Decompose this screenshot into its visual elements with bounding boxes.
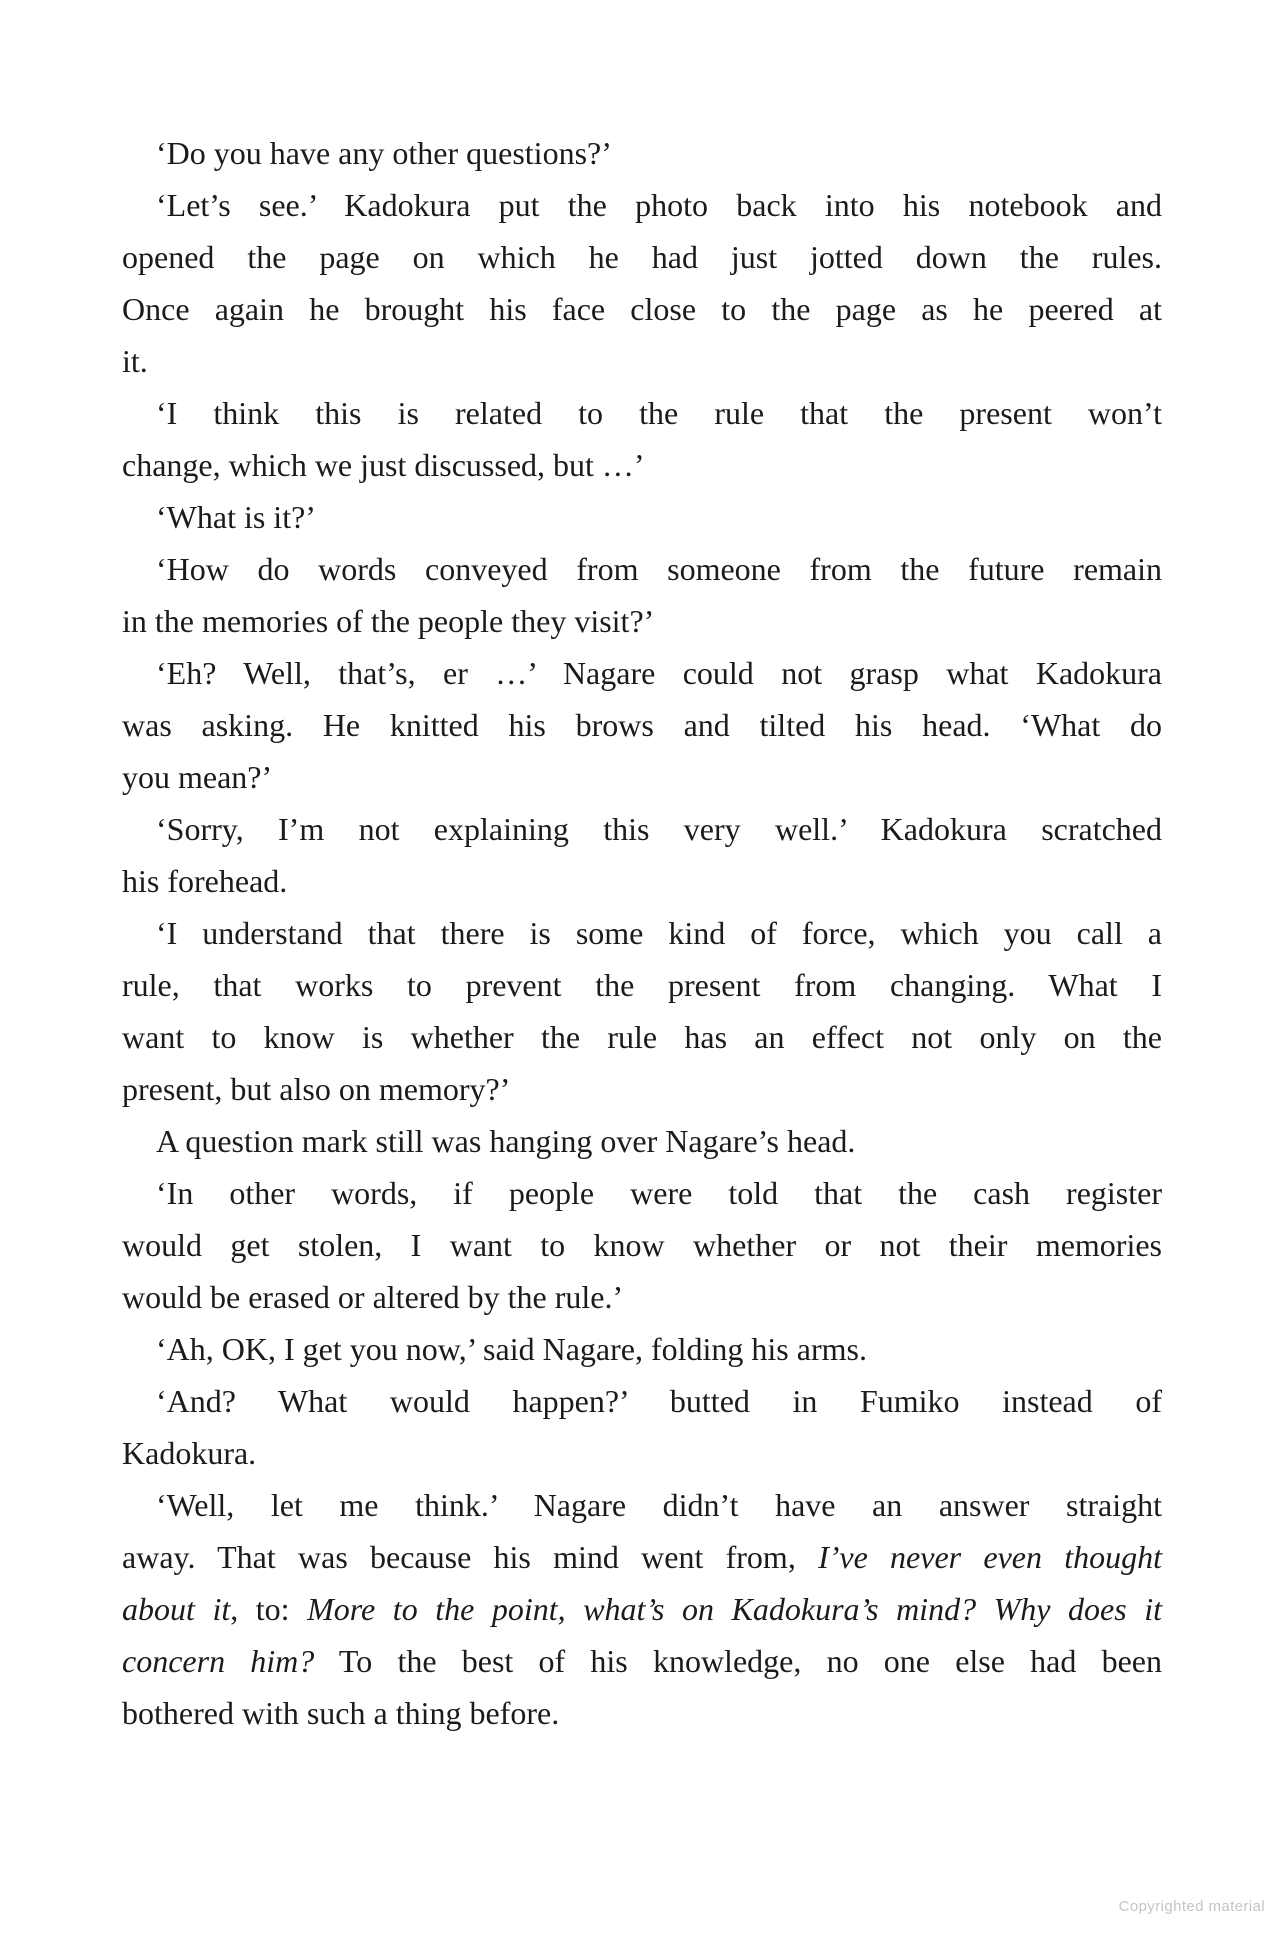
text-segment: his forehead. (122, 863, 288, 899)
text-segment: change, which we just discussed, but …’ (122, 447, 645, 483)
italic-text-segment: concern him? (122, 1643, 315, 1679)
text-segment: ‘Well, let me think.’ Nagare didn’t have an answer straight (156, 1487, 1162, 1523)
text-line (122, 335, 1162, 387)
text-segment: rule, that works to prevent the present from changing. What I (122, 967, 1162, 1003)
text-line (122, 491, 1162, 543)
text-segment: Kadokura. (122, 1435, 257, 1471)
paragraph (122, 491, 1162, 543)
text-line (122, 1063, 1162, 1115)
text-line (122, 127, 1162, 179)
text-line (122, 855, 1162, 907)
text-line (122, 1219, 1162, 1271)
text-segment: ‘How do words conveyed from someone from the future remain (156, 551, 1162, 587)
text-line (122, 1479, 1162, 1531)
italic-text-segment: about it (122, 1591, 231, 1627)
text-line (122, 1271, 1162, 1323)
text-line (122, 1011, 1162, 1063)
text-segment: bothered with such a thing before. (122, 1695, 560, 1731)
text-line (122, 543, 1162, 595)
text-line (122, 1167, 1162, 1219)
text-segment: opened the page on which he had just jotted down the rules. (122, 239, 1162, 275)
paragraph (122, 543, 1162, 647)
text-segment: would get stolen, I want to know whether or not their memories (122, 1227, 1162, 1263)
paragraph (122, 1323, 1162, 1375)
text-line (122, 1115, 1162, 1167)
text-segment: ‘Ah, OK, I get you now,’ said Nagare, folding his arms. (156, 1331, 867, 1367)
page-text (122, 127, 1162, 1739)
text-line (122, 1375, 1162, 1427)
paragraph (122, 907, 1162, 1115)
text-line (122, 1635, 1162, 1687)
text-segment: away. That was because his mind went from, (122, 1539, 819, 1575)
paragraph (122, 127, 1162, 179)
text-line (122, 231, 1162, 283)
paragraph (122, 803, 1162, 907)
text-line (122, 1583, 1162, 1635)
text-segment: in the memories of the people they visit?’ (122, 603, 655, 639)
text-line (122, 283, 1162, 335)
text-segment: A question mark still was hanging over Nagare’s head. (156, 1123, 856, 1159)
text-line (122, 1427, 1162, 1479)
text-segment: , to: (230, 1591, 308, 1627)
text-line (122, 803, 1162, 855)
text-line (122, 387, 1162, 439)
text-segment: you mean?’ (122, 759, 273, 795)
text-line (122, 907, 1162, 959)
text-line (122, 751, 1162, 803)
text-line (122, 699, 1162, 751)
text-segment: would be erased or altered by the rule.’ (122, 1279, 624, 1315)
text-segment: present, but also on memory?’ (122, 1071, 511, 1107)
paragraph (122, 179, 1162, 387)
text-segment: ‘Sorry, I’m not explaining this very well.’ Kadokura scratched (156, 811, 1162, 847)
paragraph (122, 647, 1162, 803)
text-segment: ‘What is it?’ (156, 499, 316, 535)
italic-text-segment: I’ve never even thought (818, 1539, 1163, 1575)
italic-text-segment: More to the point, what’s on Kadokura’s mind? Why does it (307, 1591, 1163, 1627)
text-line (122, 1531, 1162, 1583)
paragraph (122, 1479, 1162, 1739)
text-segment: ‘I understand that there is some kind of force, which you call a (156, 915, 1162, 951)
text-line (122, 595, 1162, 647)
text-line (122, 1323, 1162, 1375)
text-segment: ‘Do you have any other questions?’ (156, 135, 612, 171)
copyright-watermark: Copyrighted material (1118, 1898, 1265, 1915)
text-line (122, 1687, 1162, 1739)
text-segment: ‘Let’s see.’ Kadokura put the photo back into his notebook and (156, 187, 1162, 223)
text-segment: Once again he brought his face close to the page as he peered at (122, 291, 1162, 327)
text-line (122, 647, 1162, 699)
text-segment: want to know is whether the rule has an effect not only on the (122, 1019, 1162, 1055)
text-line (122, 179, 1162, 231)
text-line (122, 439, 1162, 491)
text-segment: ‘In other words, if people were told that the cash register (156, 1175, 1162, 1211)
text-segment: ‘Eh? Well, that’s, er …’ Nagare could not grasp what Kadokura (156, 655, 1162, 691)
paragraph (122, 387, 1162, 491)
text-segment: it. (122, 343, 148, 379)
text-line (122, 959, 1162, 1011)
text-segment: was asking. He knitted his brows and tilted his head. ‘What do (122, 707, 1162, 743)
text-segment: ‘And? What would happen?’ butted in Fumiko instead of (156, 1383, 1162, 1419)
text-segment: To the best of his knowledge, no one else had been (314, 1643, 1163, 1679)
text-segment: ‘I think this is related to the rule that the present won’t (156, 395, 1162, 431)
paragraph (122, 1375, 1162, 1479)
paragraph (122, 1167, 1162, 1323)
paragraph (122, 1115, 1162, 1167)
